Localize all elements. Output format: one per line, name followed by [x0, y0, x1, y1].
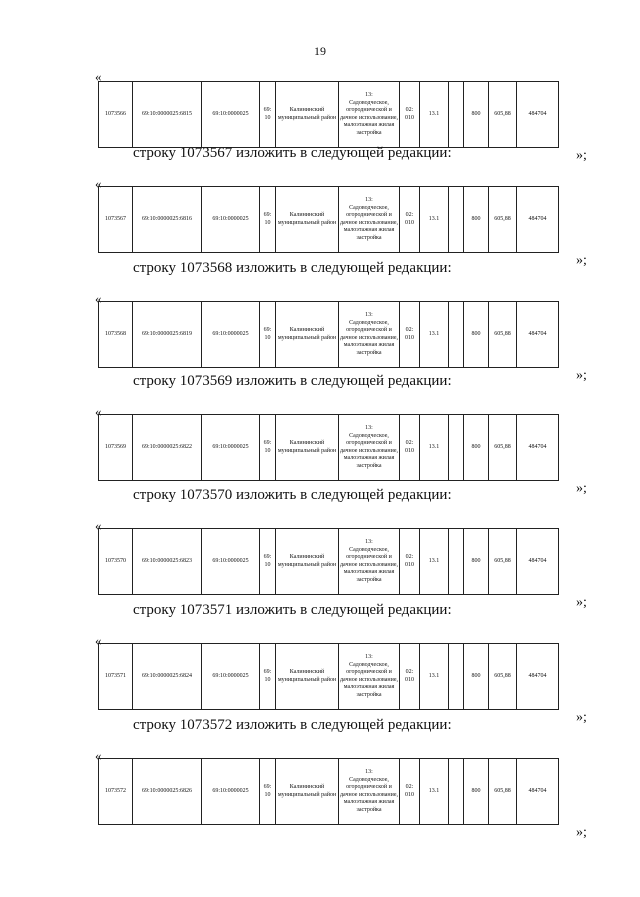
- row-number-cell: 1073569: [99, 415, 133, 481]
- region-code-cell: 69: 10: [260, 759, 276, 825]
- area-value-cell: 800: [464, 187, 489, 253]
- cadastral-number-cell: 69:10:0000025:6823: [133, 529, 202, 595]
- land-use-cell: 13: Садоводческое, огороднической и дачное использование, малоэтажная жилая застройка: [339, 644, 400, 710]
- opening-quote: «: [95, 748, 102, 763]
- cadastral-value-cell: 484704: [517, 302, 559, 368]
- table-row: [99, 302, 559, 368]
- page-number: 19: [314, 44, 326, 58]
- cadastral-quarter-cell: 69:10:0000025: [202, 644, 260, 710]
- rate-cell: 605,88: [489, 644, 517, 710]
- region-code-cell: 69: 10: [260, 529, 276, 595]
- region-code-cell: 69: 10: [260, 302, 276, 368]
- category-code-cell: 02: 010: [400, 529, 420, 595]
- land-use-cell: 13: Садоводческое, огороднической и дачное использование, малоэтажная жилая застройка: [339, 529, 400, 595]
- cadastral-value-cell: 484704: [517, 415, 559, 481]
- opening-quote: «: [95, 518, 102, 533]
- group-code-cell: 13.1: [420, 187, 449, 253]
- opening-quote: «: [95, 176, 102, 191]
- empty-cell: [449, 82, 464, 148]
- instruction-text: строку 1073570 изложить в следующей редакции:: [133, 487, 452, 503]
- closing-quote: »;: [576, 710, 587, 725]
- row-number-cell: 1073571: [99, 644, 133, 710]
- instruction-text: строку 1073571 изложить в следующей редакции:: [133, 602, 452, 618]
- table-row: [99, 82, 559, 148]
- cadastral-quarter-cell: 69:10:0000025: [202, 759, 260, 825]
- cadastral-value-cell: 484704: [517, 644, 559, 710]
- area-value-cell: 800: [464, 415, 489, 481]
- cadastral-number-cell: 69:10:0000025:6824: [133, 644, 202, 710]
- instruction-text: строку 1073569 изложить в следующей редакции:: [133, 373, 452, 389]
- cadastral-quarter-cell: 69:10:0000025: [202, 82, 260, 148]
- cadastral-quarter-cell: 69:10:0000025: [202, 529, 260, 595]
- land-plot-table: [98, 186, 559, 253]
- land-plot-table: [98, 758, 559, 825]
- instruction-text: строку 1073568 изложить в следующей редакции:: [133, 260, 452, 276]
- table-row: [99, 529, 559, 595]
- cadastral-quarter-cell: 69:10:0000025: [202, 187, 260, 253]
- rate-cell: 605,88: [489, 529, 517, 595]
- district-cell: Калининский муниципальный район: [276, 759, 339, 825]
- closing-quote: »;: [576, 253, 587, 268]
- instruction-text: строку 1073572 изложить в следующей редакции:: [133, 717, 452, 733]
- rate-cell: 605,88: [489, 415, 517, 481]
- region-code-cell: 69: 10: [260, 187, 276, 253]
- row-number-cell: 1073567: [99, 187, 133, 253]
- group-code-cell: 13.1: [420, 415, 449, 481]
- district-cell: Калининский муниципальный район: [276, 302, 339, 368]
- district-cell: Калининский муниципальный район: [276, 415, 339, 481]
- opening-quote: «: [95, 633, 102, 648]
- category-code-cell: 02: 010: [400, 82, 420, 148]
- region-code-cell: 69: 10: [260, 82, 276, 148]
- group-code-cell: 13.1: [420, 82, 449, 148]
- closing-quote: »;: [576, 368, 587, 383]
- cadastral-number-cell: 69:10:0000025:6816: [133, 187, 202, 253]
- cadastral-value-cell: 484704: [517, 759, 559, 825]
- group-code-cell: 13.1: [420, 529, 449, 595]
- cadastral-number-cell: 69:10:0000025:6819: [133, 302, 202, 368]
- area-value-cell: 800: [464, 302, 489, 368]
- district-cell: Калининский муниципальный район: [276, 529, 339, 595]
- land-use-cell: 13: Садоводческое, огороднической и дачное использование, малоэтажная жилая застройка: [339, 82, 400, 148]
- instruction-text: строку 1073567 изложить в следующей редакции:: [133, 145, 452, 161]
- row-number-cell: 1073572: [99, 759, 133, 825]
- row-number-cell: 1073570: [99, 529, 133, 595]
- category-code-cell: 02: 010: [400, 644, 420, 710]
- group-code-cell: 13.1: [420, 644, 449, 710]
- table-row: [99, 759, 559, 825]
- region-code-cell: 69: 10: [260, 644, 276, 710]
- category-code-cell: 02: 010: [400, 415, 420, 481]
- area-value-cell: 800: [464, 644, 489, 710]
- opening-quote: «: [95, 69, 102, 84]
- empty-cell: [449, 415, 464, 481]
- group-code-cell: 13.1: [420, 759, 449, 825]
- empty-cell: [449, 187, 464, 253]
- table-row: [99, 644, 559, 710]
- closing-quote: »;: [576, 595, 587, 610]
- closing-quote: »;: [576, 825, 587, 840]
- closing-quote: »;: [576, 148, 587, 163]
- land-use-cell: 13: Садоводческое, огороднической и дачное использование, малоэтажная жилая застройка: [339, 415, 400, 481]
- land-use-cell: 13: Садоводческое, огороднической и дачное использование, малоэтажная жилая застройка: [339, 302, 400, 368]
- land-plot-table: [98, 414, 559, 481]
- group-code-cell: 13.1: [420, 302, 449, 368]
- cadastral-number-cell: 69:10:0000025:6815: [133, 82, 202, 148]
- closing-quote: »;: [576, 481, 587, 496]
- row-number-cell: 1073566: [99, 82, 133, 148]
- region-code-cell: 69: 10: [260, 415, 276, 481]
- rate-cell: 605,88: [489, 759, 517, 825]
- empty-cell: [449, 302, 464, 368]
- rate-cell: 605,88: [489, 187, 517, 253]
- opening-quote: «: [95, 404, 102, 419]
- district-cell: Калининский муниципальный район: [276, 644, 339, 710]
- land-use-cell: 13: Садоводческое, огороднической и дачное использование, малоэтажная жилая застройка: [339, 187, 400, 253]
- land-plot-table: [98, 643, 559, 710]
- land-plot-table: [98, 301, 559, 368]
- cadastral-number-cell: 69:10:0000025:6826: [133, 759, 202, 825]
- land-plot-table: [98, 81, 559, 148]
- category-code-cell: 02: 010: [400, 187, 420, 253]
- empty-cell: [449, 529, 464, 595]
- district-cell: Калининский муниципальный район: [276, 82, 339, 148]
- cadastral-value-cell: 484704: [517, 187, 559, 253]
- row-number-cell: 1073568: [99, 302, 133, 368]
- table-row: [99, 415, 559, 481]
- empty-cell: [449, 644, 464, 710]
- land-plot-table: [98, 528, 559, 595]
- rate-cell: 605,88: [489, 82, 517, 148]
- category-code-cell: 02: 010: [400, 759, 420, 825]
- category-code-cell: 02: 010: [400, 302, 420, 368]
- table-row: [99, 187, 559, 253]
- rate-cell: 605,88: [489, 302, 517, 368]
- cadastral-value-cell: 484704: [517, 529, 559, 595]
- district-cell: Калининский муниципальный район: [276, 187, 339, 253]
- area-value-cell: 800: [464, 759, 489, 825]
- empty-cell: [449, 759, 464, 825]
- cadastral-number-cell: 69:10:0000025:6822: [133, 415, 202, 481]
- cadastral-quarter-cell: 69:10:0000025: [202, 302, 260, 368]
- opening-quote: «: [95, 291, 102, 306]
- land-use-cell: 13: Садоводческое, огороднической и дачное использование, малоэтажная жилая застройка: [339, 759, 400, 825]
- area-value-cell: 800: [464, 529, 489, 595]
- cadastral-quarter-cell: 69:10:0000025: [202, 415, 260, 481]
- cadastral-value-cell: 484704: [517, 82, 559, 148]
- area-value-cell: 800: [464, 82, 489, 148]
